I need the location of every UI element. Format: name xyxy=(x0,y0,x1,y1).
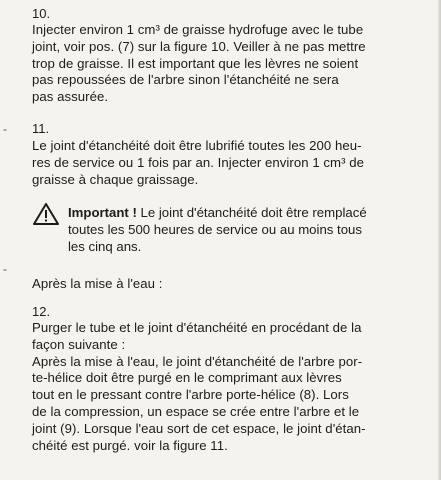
warning-triangle-icon xyxy=(32,202,60,226)
text-line: trop de graisse. Il est important que les lèvres ne soient xyxy=(32,55,359,71)
text-line: Injecter environ 1 cm³ de graisse hydrofuge avec le tube xyxy=(32,22,364,37)
section-11-text xyxy=(32,138,410,188)
important-notice xyxy=(68,205,408,255)
text-line: les cinq ans. xyxy=(68,238,142,254)
text-line: joint (9). Lorsque l'eau sort de cet espace, le joint d'étan- xyxy=(32,420,366,436)
text-line: pas assurée. xyxy=(32,89,109,105)
section-10-text xyxy=(32,22,410,106)
text-line: tout en le pressant contre l'arbre porte-hélice (8). Lors xyxy=(32,387,349,403)
text-line: joint, voir pos. (7) sur la figure 10. Veiller à ne pas mettre xyxy=(32,38,366,54)
text-line: toutes les 500 heures de service ou au moins tous xyxy=(68,221,362,237)
text-line: pas repoussées de l'arbre sinon l'étanchéité ne sera xyxy=(32,72,339,88)
important-text: Le joint d'étanchéité doit être remplacé xyxy=(136,205,367,220)
important-label: Important ! xyxy=(68,205,137,220)
section-12-text xyxy=(32,320,410,454)
text-line: res de service ou 1 fois par an. Injecter environ 1 cm³ de xyxy=(32,154,365,170)
section-12-number: 12. xyxy=(32,304,51,319)
text-line: graisse à chaque graissage. xyxy=(32,171,199,187)
margin-mark: - xyxy=(3,262,7,276)
text-line: Après la mise à l'eau, le joint d'étanchéité de l'arbre por- xyxy=(32,353,363,369)
section-10-number: 10. xyxy=(32,6,51,21)
text-line: Purger le tube et le joint d'étanchéité en procédant de la xyxy=(32,320,362,335)
text-line: façon suivante : xyxy=(32,336,126,352)
margin-mark: - xyxy=(3,122,7,136)
text-line: de la compression, un espace se crée entre l'arbre et le xyxy=(32,403,360,419)
text-line: chéité est purgé. voir la figure 11. xyxy=(32,437,228,453)
text-line: Le joint d'étanchéité doit être lubrifié toutes les 200 heu- xyxy=(32,138,362,153)
text-line: te-hélice doit être purgé en le comprimant aux lèvres xyxy=(32,370,342,386)
section-11-number: 11. xyxy=(32,121,50,136)
after-launch-heading: Après la mise à l'eau : xyxy=(32,276,163,291)
